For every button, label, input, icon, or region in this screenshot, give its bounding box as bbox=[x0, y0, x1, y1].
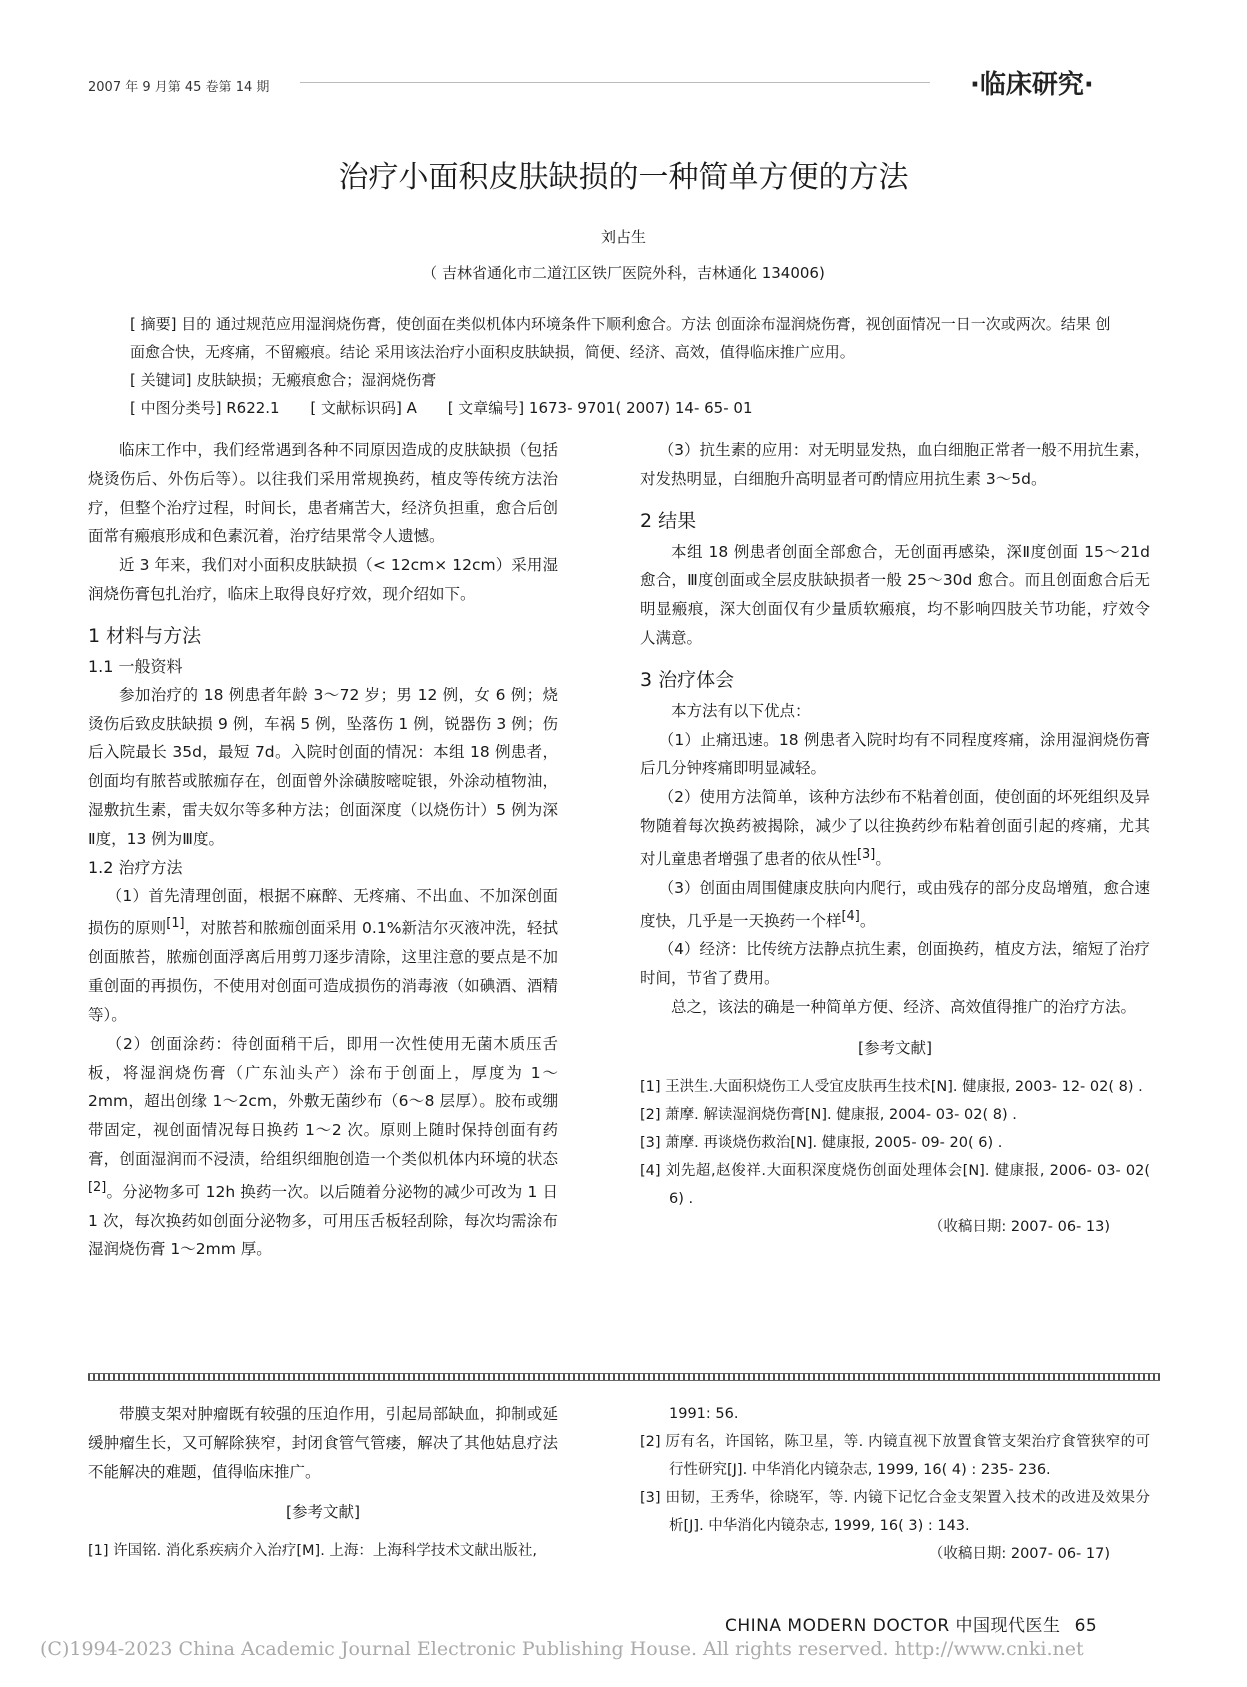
reference-item: [1] 王洪生.大面积烧伤工人受宜皮肤再生技术[N]. 健康报, 2003- 12- 02( 8) . bbox=[640, 1078, 1143, 1095]
subsection-heading: 1.2 治疗方法 bbox=[88, 857, 183, 877]
received-date: （收稿日期: 2007- 06- 13) bbox=[928, 1218, 1110, 1235]
article-title: 治疗小面积皮肤缺损的一种简单方便的方法 bbox=[338, 160, 909, 195]
references-heading: [参考文献] bbox=[857, 1038, 933, 1057]
article-number: [ 文章编号] 1673- 9701( 2007) 14- 65- 01 bbox=[447, 399, 753, 417]
references-heading: [参考文献] bbox=[285, 1503, 361, 1522]
abstract-block bbox=[130, 310, 1120, 422]
body-paragraph: （3）创面由周围健康皮肤向内爬行，或由残存的部分皮岛增殖，愈合速度快，几乎是一天换药一个样[4]。 bbox=[640, 878, 1150, 930]
body-paragraph: 本组 18 例患者创面全部愈合，无创面再感染，深Ⅱ度创面 15～21d 愈合，Ⅲ度创面或全层皮肤缺损者一般 25～30d 愈合。而且创面愈合后无明显瘢痕，深大创面仅有少量质软瘢痕，均不影响四肢关节功能，疗效令人满意。 bbox=[640, 542, 1150, 647]
citation: [4] bbox=[841, 908, 860, 924]
subsection-heading: 1.1 一般资料 bbox=[88, 656, 183, 676]
author: 刘占生 bbox=[600, 228, 646, 246]
body-paragraph: 总之，该法的确是一种简单方便、经济、高效值得推广的治疗方法。 bbox=[671, 998, 1137, 1017]
section-heading: 2 结果 bbox=[640, 509, 697, 532]
copyright-watermark: (C)1994-2023 China Academic Journal Electronic Publishing House. All rights reserved. http://www.cnki.net bbox=[40, 1638, 1084, 1660]
intro-paragraph: 临床工作中，我们经常遇到各种不同原因造成的皮肤缺损（包括烧烫伤后、外伤后等）。以往我们采用常规换药，植皮等传统方法治疗，但整个治疗过程，时间长，患者痛苦大，经济负担重，愈合后创面常有瘢痕形成和色素沉着，治疗结果常令人遗憾。 bbox=[88, 441, 558, 546]
body-paragraph: （1）首先清理创面，根据不麻醉、无疼痛、不出血、不加深创面损伤的原则[1]，对脓苔和脓痂创面采用 0.1%新洁尔灭液冲洗，轻拭创面脓苔，脓痂创面浮离后用剪刀逐步清除，这里注意的要点是不加重创面的再损伤，不使用对创面可造成损伤的消毒液（如碘酒、酒精等）。 bbox=[88, 886, 558, 1024]
lower-left-column bbox=[88, 1400, 558, 1565]
reference-item: [2] 厉有名，许国铭，陈卫星，等. 内镜直视下放置食管支架治疗食管狭窄的可行性研究[J]. 中华消化内镜杂志, 1999, 16( 4) : 235- 236. bbox=[640, 1434, 1150, 1478]
body-paragraph: （2）创面涂药：待创面稍干后，即用一次性使用无菌木质压舌板，将湿润烧伤膏（广东汕头产）涂布于创面上，厚度为 1～2mm，超出创缘 1～2cm，外敷无菌纱布（6～8 层厚）。胶布或绷带固定，视创面情况每日换药 1～2 次。原则上随时保持创面有药膏，创面湿润而不浸渍，给组织细胞创造一个类似机体内环境的状态[2]。分泌物多可 12h 换药一次。以后随着分泌物的减少可改为 1 日 1 次，每次换药如创面分泌物多，可用压舌板轻刮除，每次均需涂布湿润烧伤膏 1～2mm 厚。 bbox=[88, 1034, 558, 1259]
journal-issue: 2007 年 9 月第 45 卷第 14 期 bbox=[88, 80, 270, 95]
affiliation: （ 吉林省通化市二道江区铁厂医院外科，吉林通化 134006) bbox=[422, 264, 825, 282]
reference-item: [1] 许国铭. 消化系疾病介入治疗[M]. 上海：上海科学技术文献出版社, bbox=[88, 1543, 538, 1560]
section-heading: 3 治疗体会 bbox=[640, 668, 735, 691]
article-separator bbox=[88, 1373, 1160, 1381]
citation: [3] bbox=[857, 846, 876, 862]
page-number: 65 bbox=[1074, 1616, 1098, 1636]
body-paragraph: （3）抗生素的应用：对无明显发热，血白细胞正常者一般不用抗生素，对发热明显，白细胞升高明显者可酌情应用抗生素 3～5d。 bbox=[640, 441, 1150, 488]
body-paragraph: （1）止痛迅速。18 例患者入院时均有不同程度疼痛，涂用湿润烧伤膏后几分钟疼痛即明显减轻。 bbox=[640, 730, 1150, 778]
lower-right-column bbox=[640, 1400, 1150, 1569]
intro-paragraph: 近 3 年来，我们对小面积皮肤缺损（< 12cm× 12cm）采用湿润烧伤膏包扎治疗，临床上取得良好疗效，现介绍如下。 bbox=[88, 556, 558, 603]
clc-number: [ 中图分类号] R622.1 bbox=[130, 399, 280, 417]
page-footer bbox=[725, 1611, 1097, 1636]
left-column bbox=[88, 436, 558, 1264]
section-heading: 1 材料与方法 bbox=[88, 624, 202, 647]
citation: [1] bbox=[166, 916, 185, 932]
reference-item: [3] 萧摩. 再谈烧伤救治[N]. 健康报, 2005- 09- 20( 6) . bbox=[640, 1134, 1003, 1151]
body-paragraph: （4）经济：比传统方法静点抗生素，创面换药，植皮方法，缩短了治疗时间，节省了费用。 bbox=[640, 940, 1150, 988]
keywords: [ 关键词] 皮肤缺损；无瘢痕愈合；湿润烧伤膏 bbox=[130, 371, 437, 389]
reference-continuation: 1991: 56. bbox=[669, 1406, 739, 1422]
body-paragraph: 参加治疗的 18 例患者年龄 3～72 岁；男 12 例，女 6 例；烧烫伤后致皮肤缺损 9 例，车祸 5 例，坠落伤 1 例，锐器伤 3 例；伤后入院最长 35d，最短 7d。入院时创面的情况：本组 18 例患者，创面均有脓苔或脓痂存在，创面曾外涂磺胺嘧啶银，外涂动植物油，湿敷抗生素，雷夫奴尔等多种方法；创面深度（以烧伤计）5 例为深Ⅱ度，13 例为Ⅲ度。 bbox=[88, 685, 558, 848]
body-paragraph: 带膜支架对肿瘤既有较强的压迫作用，引起局部缺血，抑制或延缓肿瘤生长，又可解除狭窄，封闭食管气管瘘，解决了其他姑息疗法不能解决的难题，值得临床推广。 bbox=[88, 1405, 558, 1481]
right-column bbox=[640, 436, 1150, 1241]
body-paragraph: 本方法有以下优点： bbox=[671, 701, 811, 720]
document-code: [ 文献标识码] A bbox=[310, 399, 417, 417]
abstract: [ 摘要] 目的 通过规范应用湿润烧伤膏，使创面在类似机体内环境条件下顺利愈合。方法 创面涂布湿润烧伤膏，视创面情况一日一次或两次。结果 创面愈合快，无疼痛，不留瘢痕。结论 采用该法治疗小面积皮肤缺损，简便、经济、高效，值得临床推广应用。 bbox=[130, 315, 1111, 361]
reference-item: [2] 萧摩. 解读湿润烧伤膏[N]. 健康报, 2004- 03- 02( 8) . bbox=[640, 1106, 1017, 1123]
citation: [2] bbox=[88, 1179, 107, 1195]
body-paragraph: （2）使用方法简单，该种方法纱布不粘着创面，使创面的坏死组织及异物随着每次换药被揭除，减少了以往换药纱布粘着创面引起的疼痛，尤其对儿童患者增强了患者的依从性[3]。 bbox=[640, 788, 1150, 868]
reference-item: [4] 刘先超,赵俊祥.大面积深度烧伤创面处理体会[N]. 健康报, 2006- 03- 02( 6) . bbox=[640, 1162, 1150, 1207]
header-rule bbox=[300, 82, 930, 83]
section-label: ·临床研究· bbox=[970, 70, 1094, 100]
classification-line bbox=[130, 394, 1120, 422]
reference-item: [3] 田韧，王秀华，徐晓军，等. 内镜下记忆合金支架置入技术的改进及效果分析[J]. 中华消化内镜杂志, 1999, 16( 3) : 143. bbox=[640, 1490, 1150, 1534]
received-date: （收稿日期: 2007- 06- 17) bbox=[928, 1546, 1110, 1562]
journal-name: CHINA MODERN DOCTOR 中国现代医生 bbox=[725, 1616, 1061, 1636]
